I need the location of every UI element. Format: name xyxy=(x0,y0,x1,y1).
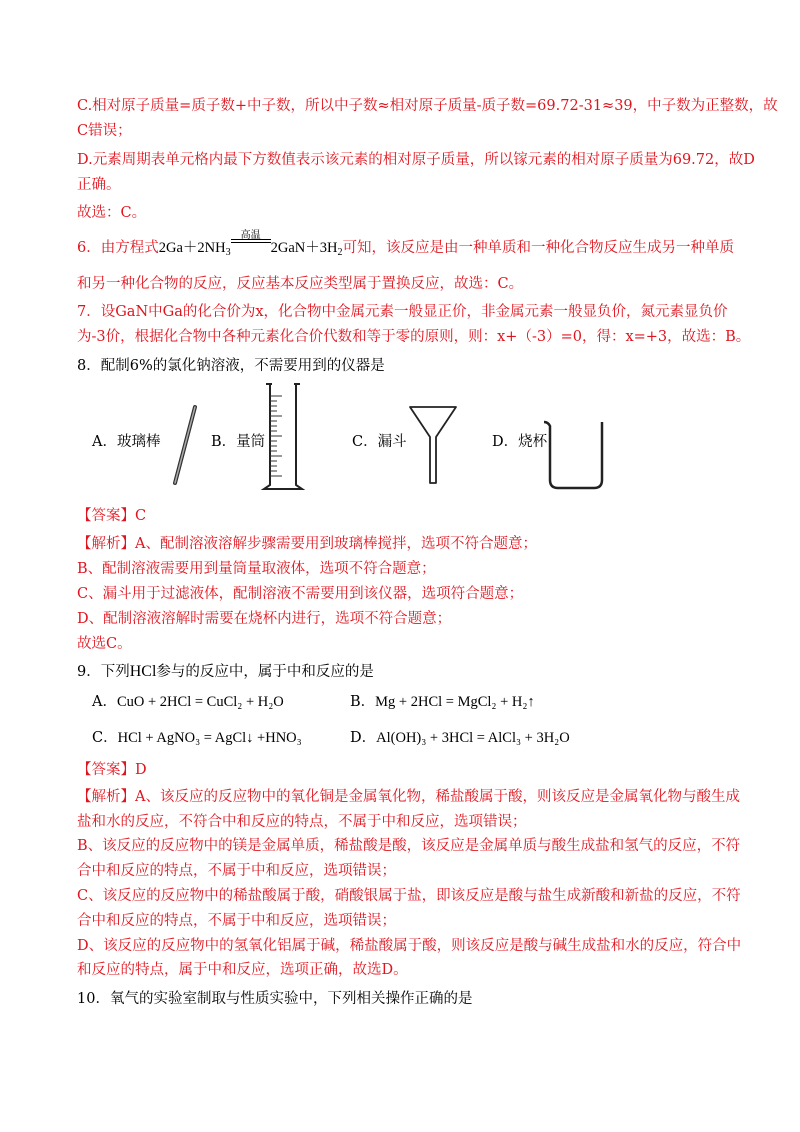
q9-analysis-3: B、该反应的反应物中的镁是金属单质，稀盐酸是酸，该反应是金属单质与酸生成盐和氢气的反应，不符 xyxy=(77,838,741,854)
q8-option-b-label: B．量筒 xyxy=(211,434,266,450)
q9-option-b-letter: B． xyxy=(350,694,376,710)
explanation-d-line1: D.元素周期表单元格内最下方数值表示该元素的相对原子质量，所以镓元素的相对原子质量为69.72，故D xyxy=(77,152,755,168)
explanation-c-line2: C错误； xyxy=(77,123,132,139)
q8-analysis-4: D、配制溶液溶解时需要在烧杯内进行，选项不符合题意； xyxy=(77,611,452,627)
q7-line2: 为-3价，根据化合物中各种元素化合价代数和等于零的原则，则：x+（-3）=0，得：x=+3，故选：B。 xyxy=(77,329,751,345)
q6-line2: 和另一种化合物的反应，反应基本反应类型属于置换反应，故选：C。 xyxy=(77,276,524,292)
q8-analysis-3: C、漏斗用于过滤液体，配制溶液不需要用到该仪器，选项符合题意； xyxy=(77,586,524,602)
q10-stem: 10．氧气的实验室制取与性质实验中，下列相关操作正确的是 xyxy=(77,991,473,1007)
q9-option-a-eq: CuO + 2HCl = CuCl₂ + H₂O xyxy=(116,694,284,710)
q9-analysis-1: 【解析】A、该反应的反应物中的氧化铜是金属氧化物，稀盐酸属于酸，则该反应是金属氧化物与酸生成 xyxy=(77,789,740,805)
conclusion-5: 故选：C。 xyxy=(77,205,147,221)
q9-analysis-7: D、该反应的反应物中的氢氧化铝属于碱，稀盐酸属于酸，则该反应是酸与碱生成盐和水的反应，符合中 xyxy=(77,938,742,954)
q9-option-c xyxy=(92,728,302,748)
explanation-d-line2: 正确。 xyxy=(77,177,121,193)
q9-option-a-letter: A． xyxy=(92,694,117,710)
q6-eq-right: 2GaN＋3H xyxy=(270,240,338,256)
q9-analysis-4: 合中和反应的特点，不属于中和反应，选项错误； xyxy=(77,863,396,879)
q7-line1: 7．设GaN中Ga的化合价为x，化合物中金属元素一般显正价，非金属元素一般显负价，氮元素显负价 xyxy=(77,304,728,320)
q6-line1 xyxy=(77,230,734,263)
q6-prefix: 6．由方程式 xyxy=(77,240,159,256)
explanation-c-line1: C.相对原子质量=质子数+中子数，所以中子数≈相对原子质量-质子数=69.72-31≈39，中子数为正整数，故 xyxy=(77,98,778,114)
q8-option-d-label: D．烧杯 xyxy=(492,434,548,450)
q8-analysis-2: B、配制溶液需要用到量筒量取液体，选项不符合题意； xyxy=(77,561,436,577)
q9-answer: 【答案】D xyxy=(77,762,147,778)
q8-analysis-1: 【解析】A、配制溶液溶解步骤需要用到玻璃棒搅拌，选项不符合题意； xyxy=(77,536,537,552)
q9-option-a xyxy=(92,692,284,712)
glass-rod-icon xyxy=(170,405,200,485)
q9-option-c-letter: C． xyxy=(92,730,118,746)
q9-option-b-eq: Mg + 2HCl = MgCl₂ + H₂↑ xyxy=(375,694,535,710)
q9-option-d-eq: Al(OH)₃ + 3HCl = AlCl₃ + 3H₂O xyxy=(376,730,570,746)
q8-analysis-5: 故选C。 xyxy=(77,636,132,652)
q8-option-a-label: A．玻璃棒 xyxy=(92,434,161,450)
q6-eq-condition xyxy=(231,230,271,258)
q8-answer: 【答案】C xyxy=(77,508,147,524)
q6-equation: $2Ga+2NH_3$ 高温 $2GaN+3H_2$ xyxy=(159,240,343,256)
funnel-icon xyxy=(408,405,458,485)
q6-eq-cond-text: 高温 xyxy=(240,230,261,241)
q9-analysis-5: C、该反应的反应物中的稀盐酸属于酸，硝酸银属于盐，即该反应是酸与盐生成新酸和新盐的反应，不符 xyxy=(77,888,741,904)
q9-stem-prefix: 9．下列 xyxy=(77,664,130,680)
q9-stem-hcl: HCl xyxy=(129,663,157,680)
q9-analysis-2: 盐和水的反应，不符合中和反应的特点，不属于中和反应，选项错误； xyxy=(77,814,527,830)
q6-suffix: 可知，该反应是由一种单质和一种化合物反应生成另一种单质 xyxy=(342,240,734,256)
q9-stem xyxy=(77,662,727,682)
q9-analysis-6: 合中和反应的特点，不属于中和反应，选项错误； xyxy=(77,913,396,929)
q9-stem-suffix: 参与的反应中，属于中和反应的是 xyxy=(156,664,374,680)
q9-option-d xyxy=(350,728,570,748)
q8-stem: 8．配制6%的氯化钠溶液，不需要用到的仪器是 xyxy=(77,358,385,374)
q9-analysis-8: 和反应的特点，属于中和反应，选项正确，故选D。 xyxy=(77,962,408,978)
q8-option-c-label: C．漏斗 xyxy=(352,434,407,450)
graduated-cylinder-icon xyxy=(262,381,304,493)
q9-option-c-eq: HCl + AgNO₃ = AgCl↓ +HNO₃ xyxy=(117,730,302,746)
beaker-icon xyxy=(542,418,606,490)
q6-eq-left: 2Ga＋2NH xyxy=(158,240,226,256)
q9-option-b xyxy=(350,692,535,712)
q9-option-d-letter: D． xyxy=(350,730,377,746)
